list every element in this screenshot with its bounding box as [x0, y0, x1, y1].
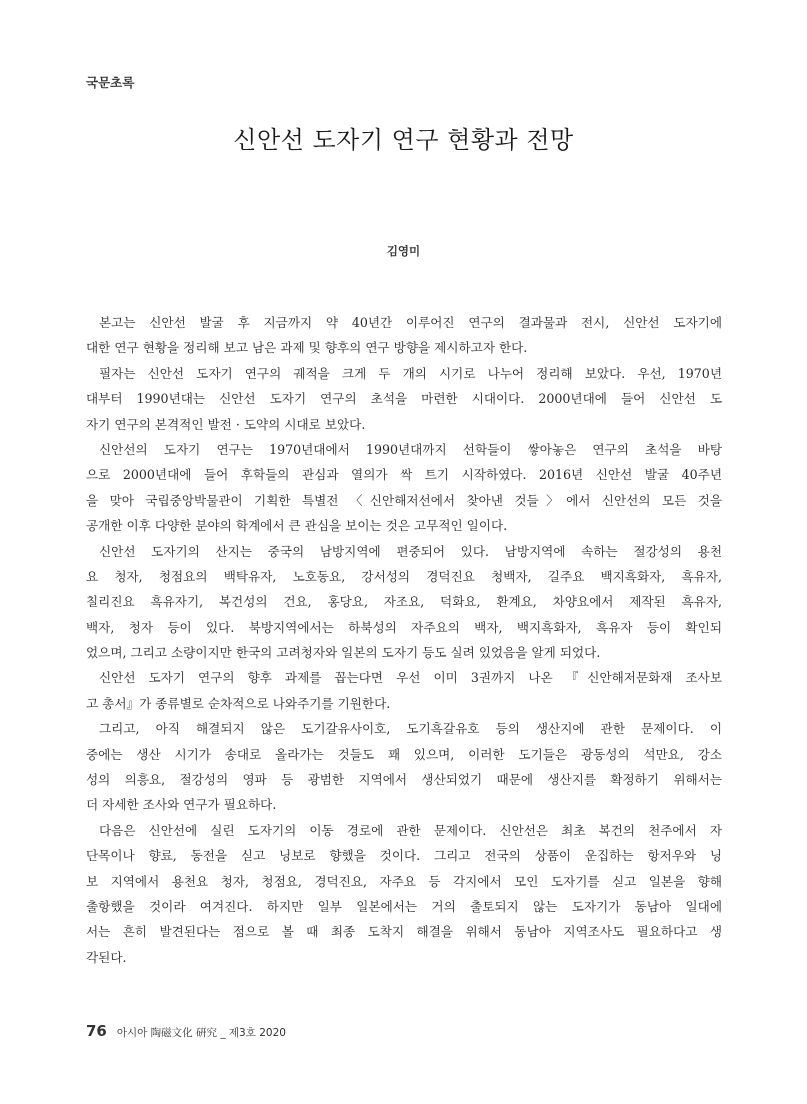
text-line: 신안선의 도자기 연구는 1970년대에서 1990년대까지 선학들이 쌓아놓은 연구의 초석을 바탕 [99, 441, 722, 457]
text-line: 신안선 도자기의 산지는 중국의 남방지역에 편중되어 있다. 남방지역에 속하는 절강성의 용천 [99, 543, 722, 559]
text-line: 성의 의흥요, 절강성의 영파 등 광범한 지역에서 생산되었기 때문에 생산지를 확정하기 위해서는 [86, 772, 722, 788]
text-line: 필자는 신안선 도자기 연구의 궤적을 크게 두 개의 시기로 나누어 정리해 보았다. 우선, 1970년 [99, 365, 722, 381]
text-line: 그리고, 아직 해결되지 않은 도기갈유사이호, 도기흑갈유호 등의 생산지에 관한 문제이다. 이 [99, 721, 722, 737]
text-line: 대부터 1990년대는 신안선 도자기 연구의 초석을 마련한 시대이다. 2000년대에 들어 신안선 도 [86, 391, 722, 407]
text-line: 더 자세한 조사와 연구가 필요하다. [86, 797, 277, 813]
text-line: 고 총서』가 종류별로 순차적으로 나와주기를 기원한다. [86, 695, 391, 711]
text-line: 자기 연구의 본격적인 발전 · 도약의 시대로 보았다. [86, 416, 366, 432]
text-line: 공개한 이후 다양한 분야의 학계에서 큰 관심을 보이는 것은 고무적인 일이다. [86, 518, 508, 534]
text-line: 으로 2000년대에 들어 후학들의 관심과 열의가 싹 트기 시작하였다. 2016년 신안선 발굴 40주년 [86, 467, 722, 483]
page-number: 76 [86, 1022, 107, 1040]
abstract-body [86, 310, 722, 970]
text-line: 을 맞아 국립중앙박물관이 기획한 특별전 〈신안해저선에서 찾아낸 것들〉에서 신안선의 모든 것을 [86, 492, 722, 508]
journal-name: 아시아 陶磁文化 硏究 _ 제3호 2020 [116, 1027, 286, 1039]
article-title: 신안선 도자기 연구 현황과 전망 [233, 126, 574, 154]
author-name: 김영미 [386, 244, 421, 258]
text-line: 었으며, 그리고 소량이지만 한국의 고려청자와 일본의 도자기 등도 실려 있었음을 알게 되었다. [86, 645, 601, 661]
page-footer [86, 1022, 286, 1040]
text-line: 중에는 생산 시기가 송대로 올라가는 것들도 꽤 있으며, 이러한 도기들은 광동성의 석만요, 강소 [86, 746, 722, 762]
text-line: 다음은 신안선에 실린 도자기의 이동 경로에 관한 문제이다. 신안선은 최초 복건의 천주에서 자 [99, 822, 722, 838]
text-line: 본고는 신안선 발굴 후 지금까지 약 40년간 이루어진 연구의 결과물과 전시, 신안선 도자기에 [99, 315, 722, 330]
text-line: 단목이나 향료, 동전을 싣고 닝보로 향했을 것이다. 그리고 전국의 상품이 운집하는 항저우와 닝 [86, 848, 722, 864]
text-line: 백자, 청자 등이 있다. 북방지역에서는 하북성의 자주요의 백자, 백지흑화자, 흑유자 등이 확인되 [86, 619, 722, 635]
text-line: 각된다. [86, 949, 127, 965]
text-line: 칠리진요 흑유자기, 복건성의 건요, 홍당요, 자조요, 덕화요, 환계요, 차양요에서 제작된 흑유자, [86, 594, 722, 610]
text-line: 신안선 도자기 연구의 향후 과제를 꼽는다면 우선 이미 3권까지 나온 『신안해저문화재 조사보 [99, 670, 722, 686]
text-line: 보 지역에서 용천요 청자, 청점요, 경덕진요, 자주요 등 각지에서 모인 도자기를 싣고 일본을 향해 [86, 873, 722, 889]
text-line: 출항했을 것이라 여겨진다. 하지만 일부 일본에서는 거의 출토되지 않는 도자기가 동남아 일대에 [86, 898, 722, 914]
text-line: 요 청자, 청점요의 백탁유자, 노호동요, 강서성의 경덕진요 청백자, 길주요 백지흑화자, 흑유자, [86, 568, 722, 584]
text-line: 대한 연구 현황을 정리해 보고 남은 과제 및 향후의 연구 방향을 제시하고자 한다. [86, 340, 528, 356]
text-line: 서는 흔히 발견된다는 점으로 볼 때 최종 도착지 해결을 위해서 동남아 지역조사도 필요하다고 생 [86, 924, 722, 940]
section-label: 국문초록 [86, 75, 135, 90]
